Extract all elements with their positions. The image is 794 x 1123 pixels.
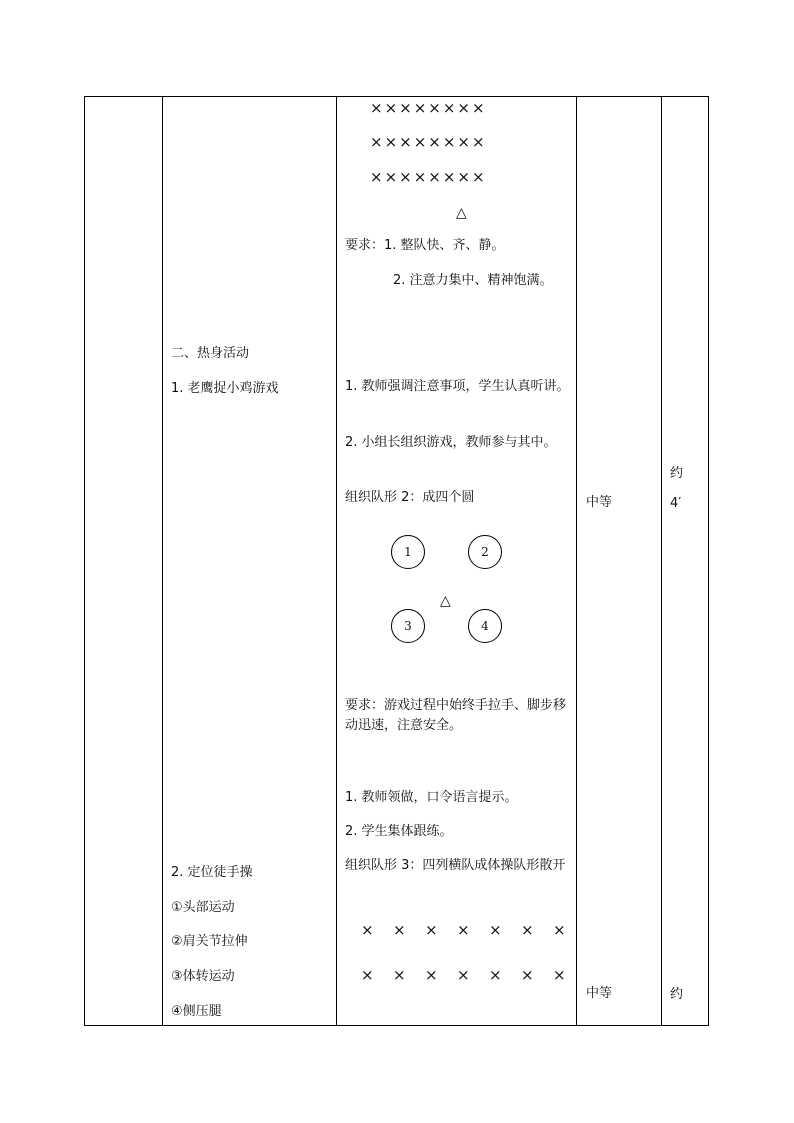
exercise-title: 2. 定位徒手操 [171, 865, 253, 880]
intensity-value: 中等 [586, 986, 613, 1001]
requirement-1-line2: 2. 注意力集中、精神饱满。 [393, 273, 553, 288]
table-col-border-5 [661, 96, 662, 1026]
formation-cross: × [425, 921, 438, 939]
exercise-item: ④侧压腿 [171, 1004, 222, 1019]
group-circle: 1 [391, 535, 425, 569]
formation-cross: × [553, 921, 566, 939]
exercise-item: ③体转运动 [171, 969, 235, 984]
formation-cross: × [521, 921, 534, 939]
requirement-1-line1: 要求：1. 整队快、齐、静。 [345, 238, 505, 253]
table-top-border [84, 96, 708, 97]
table-bottom-border [84, 1025, 708, 1026]
formation-cross: × [425, 966, 438, 984]
table-col-border-2 [162, 96, 163, 1026]
formation-cross: × [393, 921, 406, 939]
intensity-value: 中等 [586, 495, 613, 510]
game-title: 1. 老鹰捉小鸡游戏 [171, 381, 279, 396]
formation-2-label: 组织队形 2：成四个圆 [345, 490, 475, 505]
table-col-border-4 [576, 96, 577, 1026]
exercise-step-2: 2. 学生集体跟练。 [345, 824, 453, 839]
formation-cross: × [457, 966, 470, 984]
formation-cross: × [361, 921, 374, 939]
requirement-2: 要求：游戏过程中始终手拉手、脚步移动迅速，注意安全。 [345, 698, 567, 733]
group-circle: 4 [468, 609, 502, 643]
time-approx: 约 [670, 466, 684, 481]
exercise-item: ②肩关节拉伸 [171, 934, 248, 949]
formation-x-row: ×××××××× [370, 168, 487, 186]
formation-3-label: 组织队形 3：四列横队成体操队形散开 [345, 858, 566, 873]
exercise-step-1: 1. 教师领做，口令语言提示。 [345, 790, 518, 805]
formation-cross: × [457, 921, 470, 939]
formation-x-row: ×××××××× [370, 99, 487, 117]
formation-cross: × [361, 966, 374, 984]
table-col-border-3 [336, 96, 337, 1026]
game-step-2: 2. 小组长组织游戏，教师参与其中。 [345, 435, 557, 450]
formation-cross: × [553, 966, 566, 984]
teacher-triangle-icon: △ [456, 205, 467, 221]
section-heading: 二、热身活动 [171, 346, 250, 361]
formation-x-row: ×××××××× [370, 133, 487, 151]
formation-cross: × [393, 966, 406, 984]
formation-cross: × [489, 921, 502, 939]
game-step-1: 1. 教师强调注意事项，学生认真听讲。 [345, 379, 570, 394]
time-value: 4′ [670, 496, 682, 511]
exercise-item: ①头部运动 [171, 900, 235, 915]
time-approx: 约 [670, 987, 684, 1002]
formation-cross: × [489, 966, 502, 984]
teacher-triangle-icon: △ [440, 593, 451, 609]
table-col-border-1 [84, 96, 85, 1026]
table-col-border-6 [708, 96, 709, 1026]
formation-cross: × [521, 966, 534, 984]
group-circle: 3 [391, 609, 425, 643]
group-circle: 2 [468, 535, 502, 569]
